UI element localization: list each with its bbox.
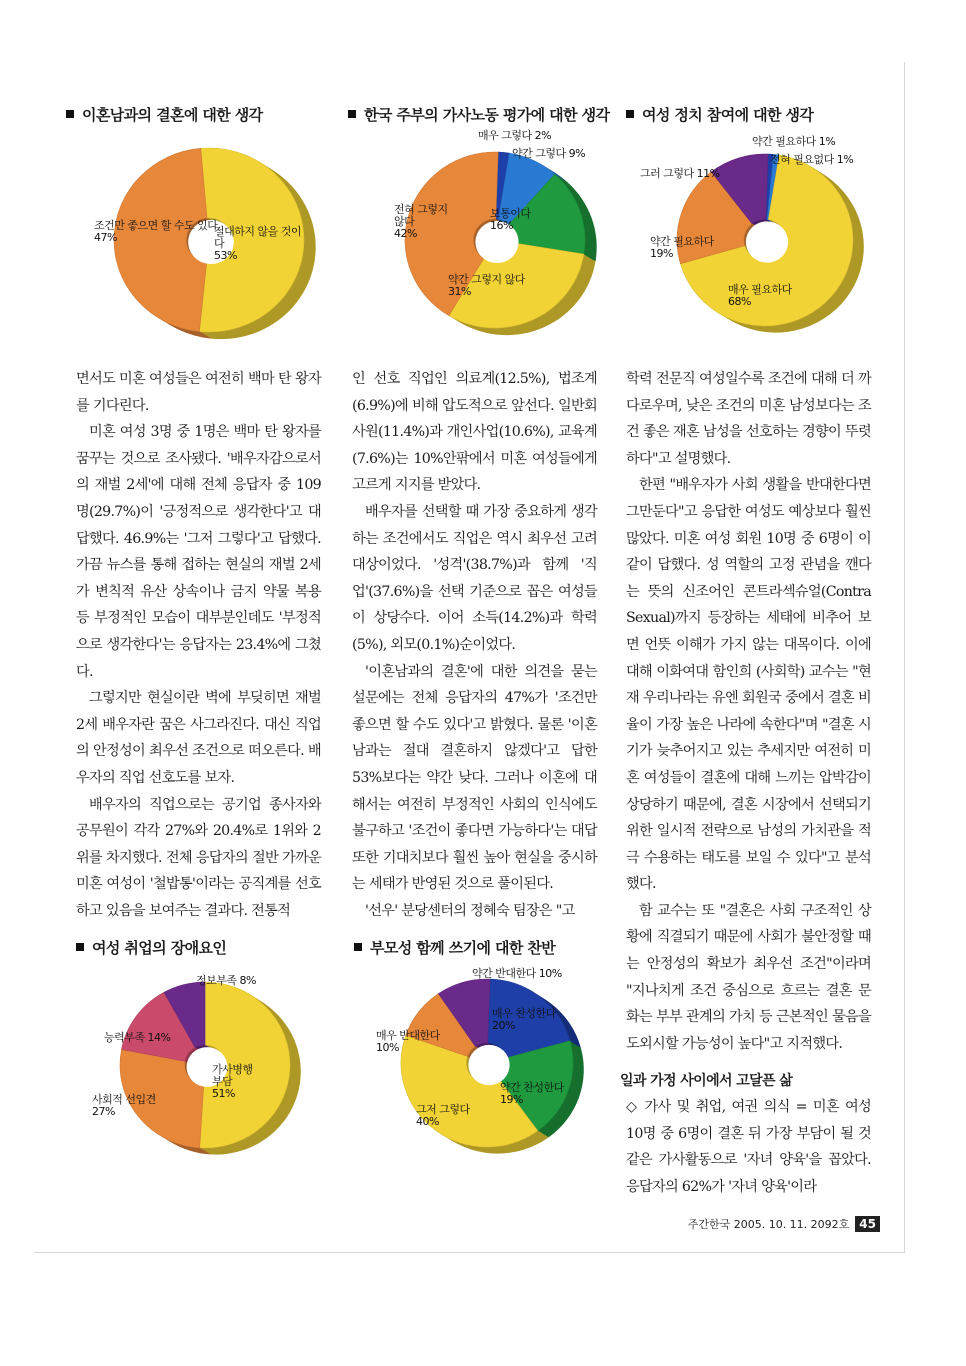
page-number: 45 [855,1216,880,1232]
slice-label: 약간 필요하다 19% [650,235,714,260]
slice-label: 그러 그렇다 11% [640,167,720,180]
chart-title-housework: 한국 주부의 가사노동 평가에 대한 생각 [348,104,609,125]
paragraph: '선우' 분당센터의 정혜숙 팀장은 "고 [365,902,575,919]
publication-info: 주간한국 2005. 10. 11. 2092호 [687,1218,850,1231]
slice-label: 가사병행 부담 51% [212,1063,253,1100]
paragraph: 한편 "배우자가 사회 생활을 반대한다면 그만둔다"고 응답한 여성도 예상보다 훨씬 많았다. 미혼 여성 회원 10명 중 6명이 이같이 답했다. 성 역할의 고정 관념을 깬다는 뜻의 신조어인 콘트라섹슈얼(Contra Sexual)까지 등장하는 세태에 비추어 보면 언뜻 이해가 가지 않는 대목이다. 이에 대해 이화여대 함인희 (사회학) 교수는 "현재 우리나라는 유엔 회원국 중에서 결혼 비율이 가장 높은 나라에 속한다"며 "결혼 시기가 늦추어지고 있는 추세지만 여전히 미혼 여성들이 결혼에 대해 느끼는 압박감이 상당하기 때문에, 결혼 시장에서 선택되기 위한 일시적 전략으로 남성의 가치관을 적극 수용하는 태도를 보일 수 있다"고 분석했다. [626,477,871,893]
chart-svg [372,965,602,1185]
slice-label: 약간 그렇지 않다 31% [448,273,525,298]
slice-label: 사회적 선입견 27% [92,1093,156,1118]
slice-label: 보통이다 16% [490,207,531,232]
text-column-3 [626,366,871,1057]
chart-svg [380,140,610,370]
slice-label: 약간 필요하다 1% [752,135,836,148]
slice-label: 매우 그렇다 2% [478,129,552,142]
text-column-3-bottom [626,1094,871,1200]
page-footer [688,1216,880,1232]
chart-title-employment: 여성 취업의 장애요인 [76,937,226,958]
slice-label: 그저 그렇다 40% [416,1103,470,1128]
slice-label: 매우 필요하다 68% [728,283,792,308]
paragraph: 인 선호 직업인 의료계(12.5%), 법조계(6.9%)에 비해 압도적으로 앞선다. 일반회사원(11.4%)과 개인사업(10.6%), 교육계(7.6%)는 10%안팎에서 미혼 여성들에게 고르게 지지를 받았다. [352,371,597,494]
slice-label: 전혀 그렇지 않다 42% [394,203,448,240]
slice-label: 매우 반대한다 10% [376,1029,440,1054]
donut-hole [468,1045,509,1085]
section-subhead: 일과 가정 사이에서 고달픈 삶 [620,1073,793,1089]
paragraph: 함 교수는 또 "결혼은 사회 구조적인 상황에 직결되기 때문에 사회가 불안정할 때는 안정성의 확보가 최우선 조건"이라며 "지나치게 조건 중심으로 흐르는 결혼 문화는 부부 관계의 가치 등 근본적인 물음을 도외시할 가능성이 높다"고 지적했다. [626,902,871,1052]
slice-label: 절대하지 않을 것이다 53% [214,225,302,262]
slice-label: 능력부족 14% [104,1031,171,1044]
donut-hole [746,221,788,262]
paragraph: 그렇지만 현실이란 벽에 부딪히면 재벌 2세 배우자란 꿈은 사그라진다. 대신 직업의 안정성이 최우선 조건으로 떠오른다. 배우자의 직업 선호도를 보자. [76,690,321,786]
slice-label: 약간 찬성한다 19% [500,1081,564,1106]
paragraph: 면서도 미혼 여성들은 여전히 백마 탄 왕자를 기다린다. [76,371,321,414]
chart-svg [90,970,320,1185]
text-column-1 [76,366,321,924]
paragraph: 배우자를 선택할 때 가장 중요하게 생각하는 조건에서도 직업은 역시 최우선 고려 대상이었다. '성격'(38.7%)과 함께 '직업'(37.6%)을 선택 기준으로 꼽은 여성들이 상당수다. 이어 소득(14.2%)과 학력(5%), 외모(0.1%)순이었다. [352,503,597,653]
slice-label: 전혀 필요없다 1% [770,153,854,166]
donut-chart-housework [380,140,610,370]
paragraph: 미혼 여성 3명 중 1명은 백마 탄 왕자를 꿈꾸는 것으로 조사됐다. '배우자감으로서의 재벌 2세'에 대해 전체 응답자 중 109명(29.7%)이 '긍정적으로 생각한다'고 대답했다. 46.9%는 '그저 그렇다'고 답했다. 가끔 뉴스를 통해 접하는 현실의 재벌 2세가 변칙적 유산 상속이나 금지 약물 복용 등 부정적인 모습이 대부분인데도 '부정적으로 생각한다'는 응답자는 23.4%에 그쳤다. [76,424,321,680]
chart-title-surname: 부모성 함께 쓰기에 대한 찬반 [354,937,555,958]
slice-label: 조건만 좋으면 할 수도 있다 47% [94,219,218,244]
donut-chart-employment [90,970,320,1185]
slice-label: 약간 반대한다 10% [472,967,562,980]
text-column-2 [352,366,597,924]
slice-label: 약간 그렇다 9% [512,147,586,160]
chart-title-divorced-marriage: 이혼남과의 결혼에 대한 생각 [66,104,263,125]
paragraph: 학력 전문직 여성일수록 조건에 대해 더 까다로우며, 낮은 조건의 미혼 남성보다는 조건 좋은 재혼 남성을 선호하는 경향이 뚜렷하다"고 설명했다. [626,371,871,467]
slice-label: 정보부족 8% [196,974,256,987]
slice-label: 매우 찬성한다 20% [492,1007,556,1032]
chart-title-politics: 여성 정치 참여에 대한 생각 [626,104,813,125]
paragraph: 배우자의 직업으로는 공기업 종사자와 공무원이 각각 27%와 20.4%로 1위와 2위를 차지했다. 전체 응답자의 절반 가까운 미혼 여성이 '철밥통'이라는 공직계를 선호하고 있음을 보여주는 결과다. 전통적 [76,796,321,919]
paragraph: ◇ 가사 및 취업, 여권 의식 = 미혼 여성 10명 중 6명이 결혼 뒤 가장 부담이 될 것 같은 가사활동으로 '자녀 양육'을 꼽았다. 응답자의 62%가 '자녀 양육'이라 [626,1099,871,1195]
paragraph: '이혼남과의 결혼'에 대한 의견을 묻는 설문에는 전체 응답자의 47%가 '조건만 좋으면 할 수도 있다'고 밝혔다. 물론 '이혼남과는 절대 결혼하지 않겠다'고 답한 53%보다는 약간 낮다. 그러나 이혼에 대해서는 여전히 부정적인 사회의 인식에도 불구하고 '조건이 좋다면 가능하다'는 대답 또한 기대치보다 훨씬 높아 현실을 중시하는 세태가 반영된 것으로 풀이된다. [352,663,597,893]
donut-chart-surname [372,965,602,1185]
